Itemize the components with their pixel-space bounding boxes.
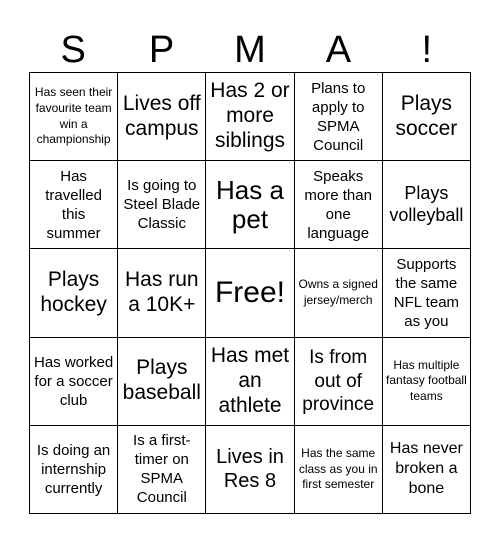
bingo-cell[interactable]	[206, 338, 294, 426]
bingo-cell[interactable]	[118, 249, 206, 337]
bingo-grid	[29, 72, 471, 514]
bingo-cell[interactable]	[295, 73, 383, 161]
bingo-cell-text: Is doing an internship currently	[36, 441, 111, 497]
header-letter: !	[421, 29, 433, 71]
bingo-cell-text: Has run a 10K+	[125, 268, 199, 316]
bingo-cell-text: Is from out of province	[302, 347, 375, 415]
bingo-cell-text: Supports the same NFL team as you	[393, 255, 460, 331]
bingo-cell[interactable]	[118, 161, 206, 249]
bingo-cell-text: Has seen their favourite team win a championship	[34, 85, 113, 147]
bingo-cell-text: Speaks more than one language	[304, 167, 372, 242]
bingo-cell-text: Plays volleyball	[389, 182, 464, 225]
bingo-cell-text: Free!	[214, 275, 285, 309]
bingo-cell-text: Has multiple fantasy football teams	[386, 357, 467, 403]
bingo-cell-text: Plays soccer	[395, 91, 458, 140]
bingo-cell[interactable]	[206, 161, 294, 249]
bingo-cell-text: Lives in Res 8	[216, 446, 284, 493]
bingo-cell[interactable]	[30, 73, 118, 161]
header-letter: S	[60, 29, 86, 71]
bingo-cell[interactable]	[383, 426, 471, 514]
bingo-cell[interactable]	[383, 338, 471, 426]
bingo-cell-text: Has never broken a bone	[389, 440, 463, 498]
bingo-cell[interactable]	[295, 249, 383, 337]
bingo-cell[interactable]	[383, 161, 471, 249]
bingo-cell-text: Has worked for a soccer club	[33, 353, 114, 409]
bingo-cell-text: Has the same class as you in first semester	[298, 446, 378, 492]
bingo-header	[29, 28, 471, 72]
bingo-cell-text: Has travelled this summer	[45, 167, 102, 242]
bingo-cell[interactable]	[30, 338, 118, 426]
bingo-cell[interactable]	[118, 338, 206, 426]
bingo-cell[interactable]	[206, 73, 294, 161]
bingo-cell-text: Has 2 or more siblings	[210, 79, 290, 152]
bingo-cell-text: Has a pet	[216, 174, 284, 234]
bingo-cell-text: Owns a signed jersey/merch	[298, 277, 378, 307]
bingo-cell[interactable]	[30, 249, 118, 337]
bingo-cell-text: Lives off campus	[122, 91, 201, 140]
bingo-cell-text: Is going to Steel Blade Classic	[123, 177, 201, 233]
bingo-cell-text: Has met an athlete	[210, 344, 290, 417]
bingo-cell[interactable]	[118, 73, 206, 161]
bingo-cell[interactable]	[295, 338, 383, 426]
bingo-cell[interactable]	[30, 426, 118, 514]
bingo-cell-text: Is a first-timer on SPMA Council	[133, 432, 191, 507]
bingo-cell[interactable]	[30, 161, 118, 249]
free-space-cell[interactable]	[206, 249, 294, 337]
header-letter: P	[148, 29, 175, 71]
header-letter: A	[325, 29, 352, 71]
bingo-cell[interactable]	[118, 426, 206, 514]
bingo-cell-text: Plays hockey	[40, 268, 107, 316]
bingo-cell[interactable]	[383, 249, 471, 337]
bingo-cell[interactable]	[295, 161, 383, 249]
bingo-cell-text: Plans to apply to SPMA Council	[311, 79, 366, 154]
bingo-cell[interactable]	[383, 73, 471, 161]
bingo-cell-text: Plays baseball	[122, 356, 201, 405]
bingo-cell[interactable]	[206, 426, 294, 514]
header-letter: M	[234, 29, 266, 71]
bingo-cell[interactable]	[295, 426, 383, 514]
